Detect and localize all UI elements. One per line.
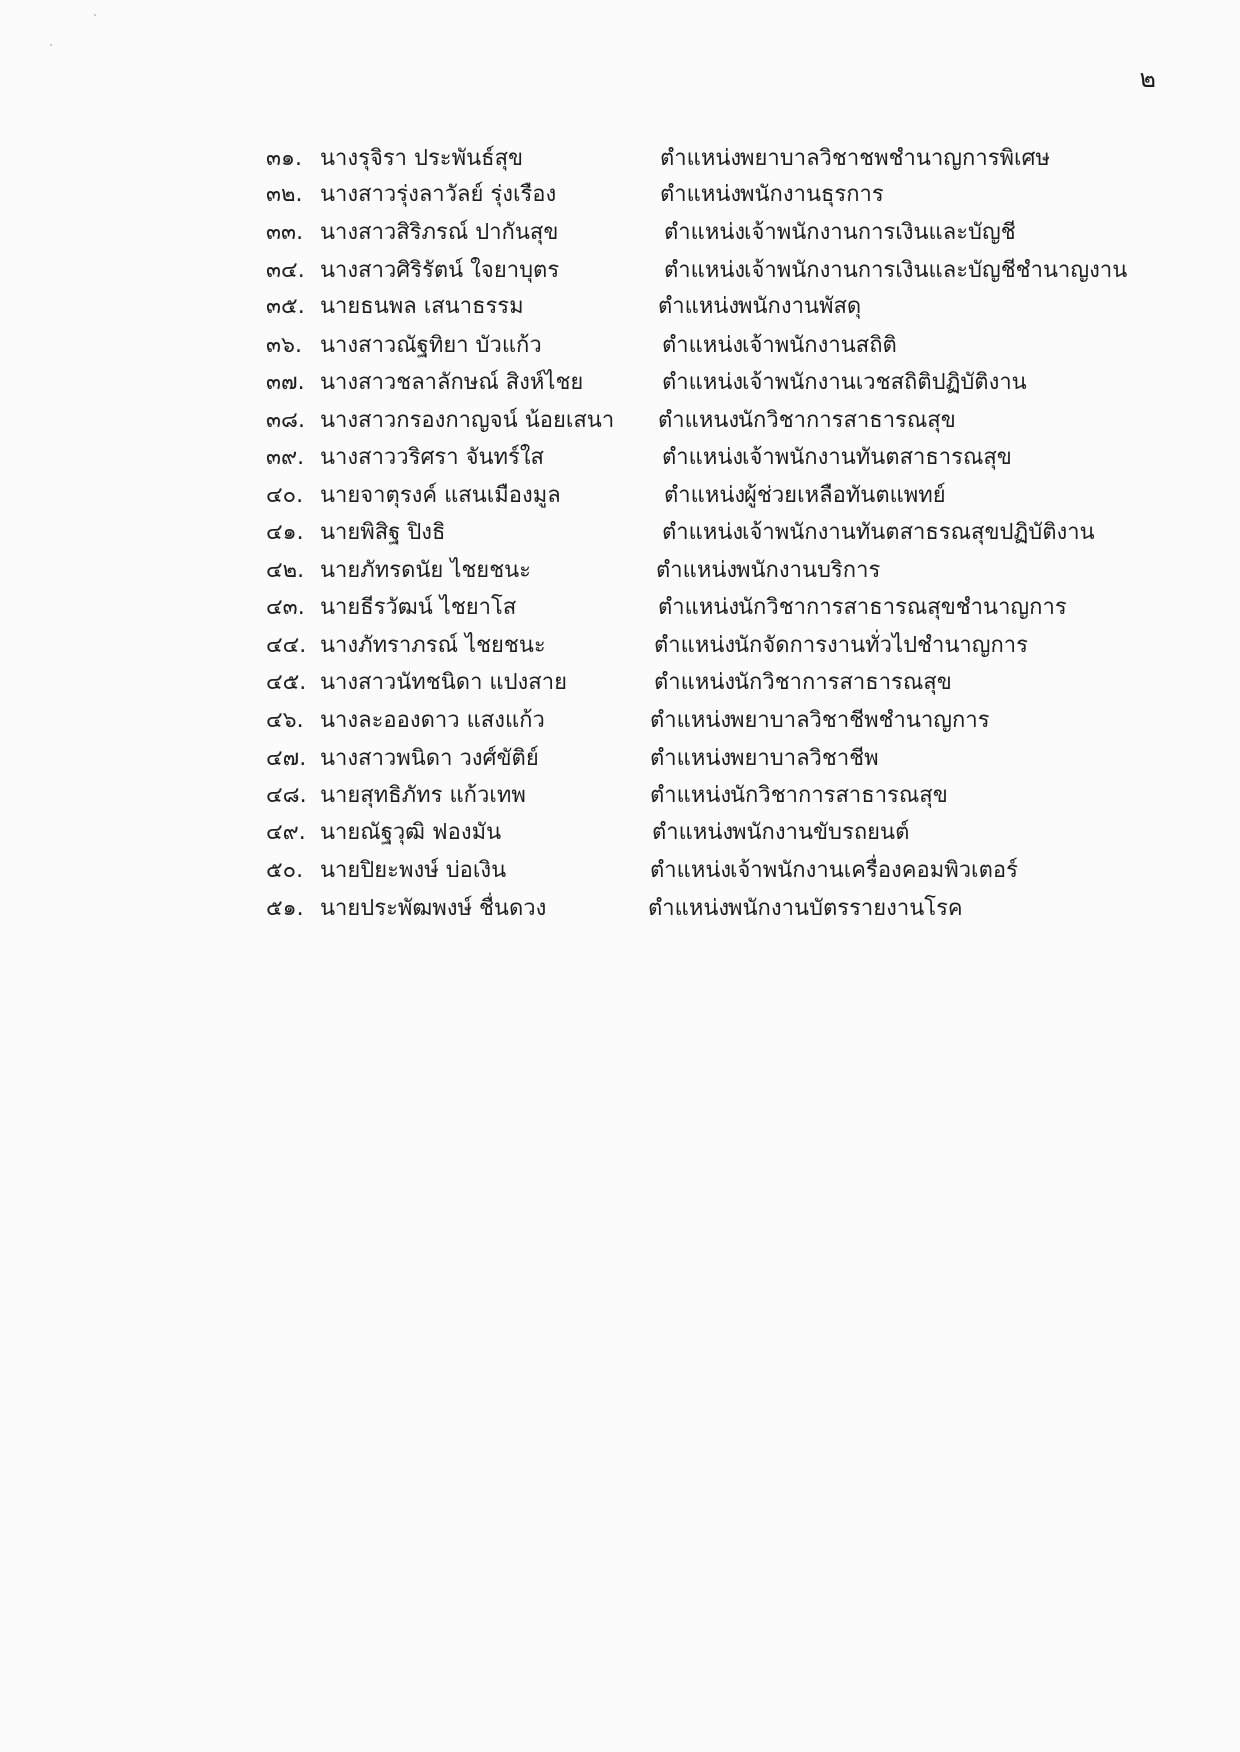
- staff-name: นางสาวศิริรัตน์ ใจยาบุตร: [320, 258, 560, 283]
- row-number: ๔๕.: [266, 670, 307, 695]
- staff-name: นายจาตุรงค์ แสนเมืองมูล: [320, 483, 561, 508]
- row-number: ๓๔.: [266, 258, 305, 283]
- staff-name: นายธนพล เสนาธรรม: [320, 294, 524, 319]
- position-label: ตำแหน่ง: [656, 558, 738, 583]
- scan-speck: [50, 44, 52, 46]
- staff-name: นางสาวชลาลักษณ์ สิงห์ไชย: [320, 370, 584, 395]
- staff-name: นายปิยะพงษ์ บ่อเงิน: [320, 858, 507, 883]
- position-label: ตำแหน่ง: [650, 708, 732, 733]
- row-number: ๔๔.: [266, 633, 307, 658]
- staff-row: [0, 364, 1240, 402]
- row-number: ๔๐.: [266, 483, 304, 508]
- row-number: ๓๒.: [266, 182, 303, 207]
- row-number: ๔๖.: [266, 708, 304, 733]
- staff-name: นางละอองดาว แสงแก้ว: [320, 708, 545, 733]
- staff-name: นางสาวสิริภรณ์ ปากันสุข: [320, 220, 559, 245]
- position-label: ตำแหน่ง: [658, 294, 740, 319]
- position-label: ตำแหน่ง: [662, 370, 744, 395]
- staff-row: [0, 814, 1240, 852]
- position-title: พนักงานบัตรรายงานโรค: [728, 896, 963, 921]
- position-label: ตำแหน่ง: [648, 896, 730, 921]
- staff-row: [0, 777, 1240, 815]
- position-label: ตำแหน่ง: [650, 858, 732, 883]
- position-label: ตำแหน่ง: [654, 670, 736, 695]
- row-number: ๔๗.: [266, 746, 307, 771]
- staff-name: นางสาวณัฐทิยา บัวแก้ว: [320, 333, 542, 358]
- position-label: ตำแหน่ง: [664, 220, 746, 245]
- staff-name: นางสาวนัทชนิดา แปงสาย: [320, 670, 567, 695]
- staff-row: [0, 514, 1240, 552]
- staff-row: [0, 589, 1240, 627]
- position-title: เจ้าพนักงานทันตสาธารณสุข: [742, 445, 1012, 470]
- row-number: ๓๙.: [266, 445, 305, 470]
- staff-name: นายณัฐวุฒิ ฟองมัน: [320, 820, 502, 845]
- staff-row: [0, 740, 1240, 778]
- position-title: พนักงานขับรถยนต์: [732, 820, 910, 845]
- position-label: ตำแหน่ง: [660, 182, 742, 207]
- staff-row: [0, 627, 1240, 665]
- staff-name: นายพิสิฐ ปิงธิ: [320, 520, 446, 545]
- row-number: ๓๕.: [266, 294, 305, 319]
- staff-row: [0, 852, 1240, 890]
- position-title: เจ้าพนักงานเวชสถิติปฏิบัติงาน: [742, 370, 1027, 395]
- staff-name: นายภัทรดนัย ไชยชนะ: [320, 558, 531, 583]
- staff-name: นายประพัฒพงษ์ ชื่นดวง: [320, 896, 547, 921]
- position-label: ตำแหน่ง: [650, 783, 732, 808]
- position-label: ตำแหนง: [658, 408, 740, 433]
- page-number: ๒: [1139, 64, 1156, 93]
- position-title: พนักงานธุรการ: [740, 182, 884, 207]
- position-label: ตำแหน่ง: [662, 333, 744, 358]
- position-title: เจ้าพนักงานการเงินและบัญชีชำนาญงาน: [744, 258, 1128, 283]
- staff-row: [0, 890, 1240, 928]
- row-number: ๕๑.: [266, 896, 304, 921]
- staff-row: [0, 439, 1240, 477]
- staff-row: [0, 702, 1240, 740]
- position-title: นักวิชาการสาธารณสุขชำนาญการ: [738, 595, 1067, 620]
- staff-name: นางสาววริศรา จันทร์ใส: [320, 445, 544, 470]
- position-label: ตำแหน่ง: [660, 146, 742, 171]
- scan-speck: [94, 14, 96, 16]
- position-title: นักวิชาการสาธารณสุข: [730, 783, 948, 808]
- position-label: ตำแหน่ง: [664, 483, 746, 508]
- staff-name: นายสุทธิภัทร แก้วเทพ: [320, 783, 526, 808]
- position-title: พนักงานพัสดุ: [738, 294, 862, 319]
- staff-row: [0, 477, 1240, 515]
- staff-row: [0, 214, 1240, 252]
- position-label: ตำแหน่ง: [662, 445, 744, 470]
- staff-row: [0, 664, 1240, 702]
- position-title: เจ้าพนักงานการเงินและบัญชี: [744, 220, 1016, 245]
- staff-name: นายธีรวัฒน์ ไชยาโส: [320, 595, 517, 620]
- staff-row: [0, 140, 1240, 178]
- position-title: เจ้าพนักงานเครื่องคอมพิวเตอร์: [730, 858, 1018, 883]
- position-label: ตำแหน่ง: [658, 595, 740, 620]
- position-title: ผู้ช่วยเหลือทันตแพทย์: [744, 483, 946, 508]
- position-title: เจ้าพนักงานทันตสาธรณสุขปฏิบัติงาน: [742, 520, 1095, 545]
- staff-name: นางสาวกรองกาญจน์ น้อยเสนา: [320, 408, 615, 433]
- position-title: พยาบาลวิชาชพชำนาญการพิเศษ: [740, 146, 1051, 171]
- position-label: ตำแหน่ง: [652, 820, 734, 845]
- row-number: ๔๓.: [266, 595, 305, 620]
- staff-row: [0, 327, 1240, 365]
- staff-name: นางรุจิรา ประพันธ์สุข: [320, 146, 524, 171]
- position-title: นักวิชาการสาธารณสุข: [734, 670, 952, 695]
- row-number: ๓๓.: [266, 220, 304, 245]
- staff-name: นางสาวรุ่งลาวัลย์ รุ่งเรือง: [320, 182, 557, 207]
- position-title: พนักงานบริการ: [736, 558, 881, 583]
- position-label: ตำแหน่ง: [664, 258, 746, 283]
- row-number: ๔๒.: [266, 558, 305, 583]
- staff-name: นางภัทราภรณ์ ไชยชนะ: [320, 633, 546, 658]
- staff-row: [0, 176, 1240, 214]
- row-number: ๕๐.: [266, 858, 304, 883]
- position-title: นักวิชาการสาธารณสุข: [738, 408, 956, 433]
- position-label: ตำแหน่ง: [662, 520, 744, 545]
- row-number: ๓๑.: [266, 146, 302, 171]
- position-title: นักจัดการงานทั่วไปชำนาญการ: [734, 633, 1028, 658]
- row-number: ๔๑.: [266, 520, 304, 545]
- row-number: ๔๙.: [266, 820, 306, 845]
- position-title: พยาบาลวิชาชีพ: [730, 746, 879, 771]
- row-number: ๓๖.: [266, 333, 302, 358]
- staff-row: [0, 402, 1240, 440]
- row-number: ๔๘.: [266, 783, 307, 808]
- row-number: ๓๗.: [266, 370, 305, 395]
- position-title: เจ้าพนักงานสถิติ: [742, 333, 897, 358]
- staff-row: [0, 288, 1240, 326]
- position-label: ตำแหน่ง: [654, 633, 736, 658]
- position-title: พยาบาลวิชาชีพชำนาญการ: [730, 708, 990, 733]
- row-number: ๓๘.: [266, 408, 306, 433]
- staff-row: [0, 252, 1240, 290]
- staff-row: [0, 552, 1240, 590]
- position-label: ตำแหน่ง: [650, 746, 732, 771]
- staff-name: นางสาวพนิดา วงศ์ขัติย์: [320, 746, 539, 771]
